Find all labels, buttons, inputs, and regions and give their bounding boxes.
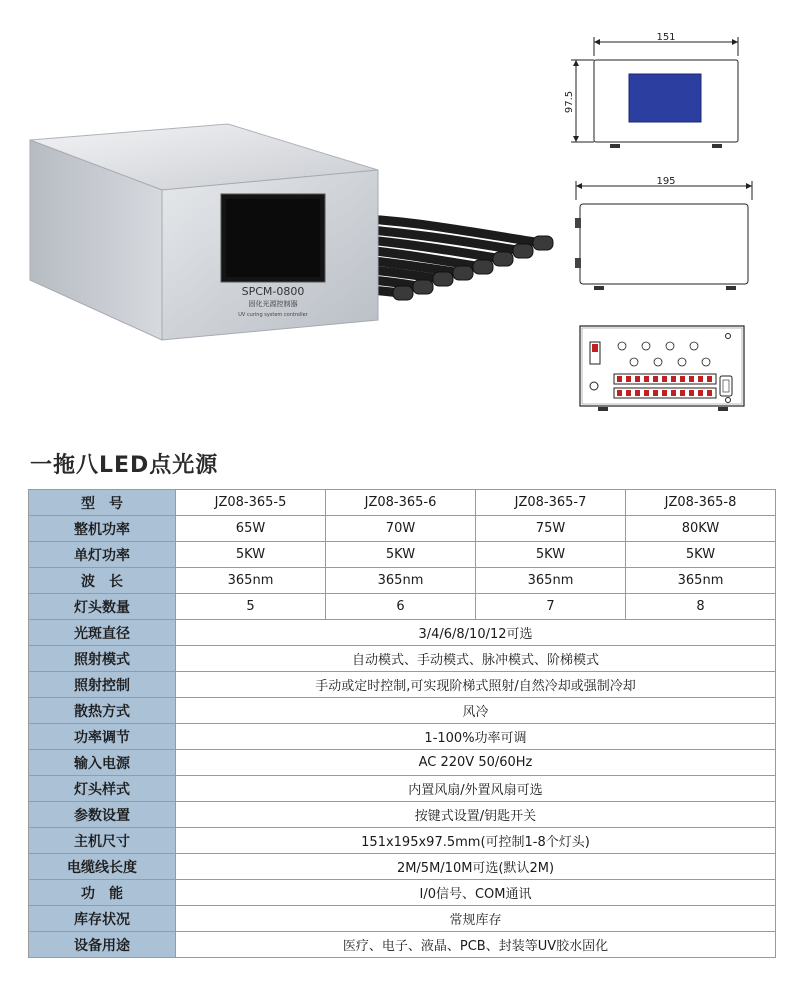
value-cell: 8 (626, 594, 776, 620)
value-cell: 医疗、电子、液晶、PCB、封装等UV胶水固化 (176, 932, 776, 958)
table-row (29, 932, 776, 958)
device-cn-name-label: 固化光源控制器 (248, 300, 298, 308)
value-cell: 65W (176, 516, 326, 542)
table-row (29, 750, 776, 776)
row-label: 照射控制 (29, 672, 176, 698)
row-label: 灯头样式 (29, 776, 176, 802)
model-cell: JZ08-365-7 (476, 490, 626, 516)
table-row (29, 568, 776, 594)
table-row (29, 802, 776, 828)
table-row (29, 906, 776, 932)
value-cell: 70W (326, 516, 476, 542)
table-row (29, 646, 776, 672)
row-label: 电缆线长度 (29, 854, 176, 880)
row-label: 整机功率 (29, 516, 176, 542)
dc-input-port-icon (590, 382, 598, 390)
row-label: 参数设置 (29, 802, 176, 828)
value-cell: 5 (176, 594, 326, 620)
model-cell: JZ08-365-8 (626, 490, 776, 516)
value-cell: 风冷 (176, 698, 776, 724)
table-row (29, 672, 776, 698)
value-cell: 365nm (176, 568, 326, 594)
value-cell: 自动模式、手动模式、脉冲模式、阶梯模式 (176, 646, 776, 672)
table-row (29, 880, 776, 906)
table-row (29, 594, 776, 620)
io-terminal-block (614, 374, 716, 398)
row-label: 设备用途 (29, 932, 176, 958)
row-label: 单灯功率 (29, 542, 176, 568)
table-row (29, 724, 776, 750)
spec-table (28, 489, 776, 958)
row-label: 波 长 (29, 568, 176, 594)
front-width-dim: 151 (656, 32, 676, 43)
top-view-drawing (566, 178, 756, 298)
table-row (29, 490, 776, 516)
row-label: 散热方式 (29, 698, 176, 724)
value-cell: 365nm (626, 568, 776, 594)
value-cell: 365nm (476, 568, 626, 594)
front-view-drawing (566, 34, 756, 154)
page-heading: 一拖八LED点光源 (30, 453, 219, 478)
value-cell: I/0信号、COM通讯 (176, 880, 776, 906)
value-cell: 365nm (326, 568, 476, 594)
value-cell: 按键式设置/钥匙开关 (176, 802, 776, 828)
product-photo (28, 110, 568, 360)
value-cell: 5KW (176, 542, 326, 568)
table-row (29, 776, 776, 802)
table-row (29, 828, 776, 854)
table-row (29, 620, 776, 646)
model-cell: JZ08-365-6 (326, 490, 476, 516)
row-label: 输入电源 (29, 750, 176, 776)
value-cell: 80KW (626, 516, 776, 542)
value-cell: 5KW (626, 542, 776, 568)
row-label: 主机尺寸 (29, 828, 176, 854)
controller-box (30, 124, 378, 340)
value-cell: 5KW (326, 542, 476, 568)
com-port-icon (720, 376, 732, 396)
value-cell: 75W (476, 516, 626, 542)
table-row (29, 698, 776, 724)
row-label: 功 能 (29, 880, 176, 906)
row-label: 灯头数量 (29, 594, 176, 620)
value-cell: 手动或定时控制,可实现阶梯式照射/自然冷却或强制冷却 (176, 672, 776, 698)
row-label: 功率调节 (29, 724, 176, 750)
model-cell: JZ08-365-5 (176, 490, 326, 516)
row-label: 库存状况 (29, 906, 176, 932)
value-cell: 1-100%功率可调 (176, 724, 776, 750)
front-height-dim: 97.5 (564, 90, 575, 114)
front-view-screen (629, 74, 701, 122)
value-cell: 内置风扇/外置风扇可选 (176, 776, 776, 802)
row-label: 型 号 (29, 490, 176, 516)
device-en-name-label: UV curing system controller (238, 312, 308, 318)
value-cell: 3/4/6/8/10/12可选 (176, 620, 776, 646)
value-cell: 6 (326, 594, 476, 620)
top-length-dim: 195 (656, 176, 676, 187)
table-row (29, 542, 776, 568)
table-row (29, 516, 776, 542)
table-row (29, 854, 776, 880)
device-model-label: SPCM-0800 (241, 285, 305, 298)
value-cell: 151x195x97.5mm(可控制1-8个灯头) (176, 828, 776, 854)
value-cell: 5KW (476, 542, 626, 568)
value-cell: 常规库存 (176, 906, 776, 932)
rear-panel-drawing (578, 322, 748, 414)
row-label: 照射模式 (29, 646, 176, 672)
value-cell: AC 220V 50/60Hz (176, 750, 776, 776)
row-label: 光斑直径 (29, 620, 176, 646)
value-cell: 7 (476, 594, 626, 620)
value-cell: 2M/5M/10M可选(默认2M) (176, 854, 776, 880)
